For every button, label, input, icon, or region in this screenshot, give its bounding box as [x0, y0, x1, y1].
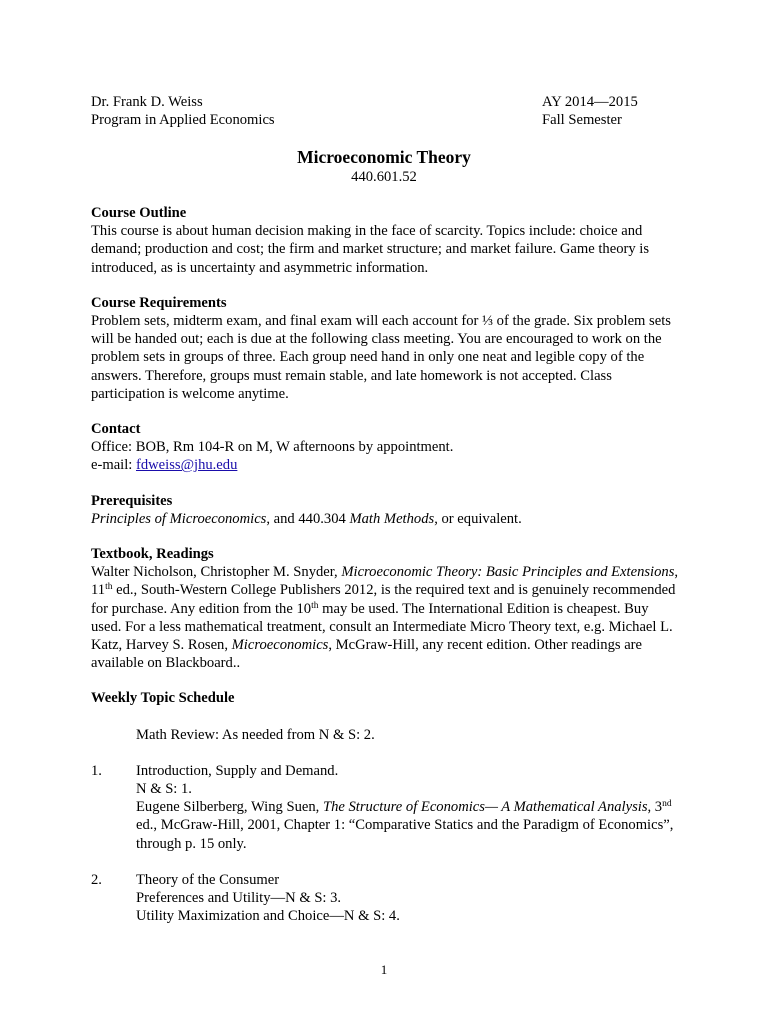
course-requirements-heading: Course Requirements: [91, 294, 227, 311]
schedule-item-topic: Introduction, Supply and Demand.: [136, 762, 339, 779]
schedule-item-reading: Utility Maximization and Choice—N & S: 4.: [136, 908, 400, 925]
email-label: e-mail:: [91, 457, 136, 474]
textbook-sup-1: th: [105, 582, 113, 593]
reference-title: The Structure of Economics— A Mathematical Analysis: [322, 799, 648, 816]
page-number: 1: [380, 962, 388, 977]
reference-sup: nd: [662, 799, 672, 810]
prereq-course-2: Math Methods: [349, 510, 435, 527]
course-outline-section: [91, 204, 681, 277]
program-name: Program in Applied Economics: [91, 112, 275, 129]
course-outline-text: This course is about human decision making in the face of scarcity. Topics include: choice and demand; production and cost; the firm and market structure; and market failure. Game theory is introduced, as is uncertainty and asymmetric information.: [91, 223, 650, 276]
contact-heading: Contact: [91, 421, 141, 438]
textbook-alt-title: Microeconomics: [231, 637, 329, 654]
textbook-part-5: , McGraw-Hill, any recent edition. Other readings are available on Blackboard..: [91, 637, 643, 672]
schedule-item: [91, 871, 681, 926]
textbook-part-3: ed., South-Western College Publishers 2012, is the required text and is genuinely recommended for purchase. Any edition from the 10: [91, 582, 676, 617]
header-left: [91, 93, 275, 129]
course-title: Microeconomic Theory: [297, 147, 471, 167]
textbook-heading: Textbook, Readings: [91, 546, 214, 563]
prereq-course-1: Principles of Microeconomics: [91, 510, 267, 527]
email-link[interactable]: fdweiss@jhu.edu: [135, 457, 238, 474]
course-code: 440.601.52: [351, 169, 417, 185]
textbook-title: Microeconomic Theory: Basic Principles and Extensions: [341, 564, 675, 581]
textbook-sup-2: th: [311, 600, 319, 611]
schedule-item-topic: Theory of the Consumer: [136, 871, 280, 888]
office-hours: Office: BOB, Rm 104-R on M, W afternoons by appointment.: [91, 439, 454, 456]
prerequisites-text: [91, 510, 681, 528]
schedule-item-reading: N & S: 1.: [136, 781, 192, 798]
course-requirements-text: Problem sets, midterm exam, and final exam will each account for ⅓ of the grade. Six problem sets will be handed out; each is due at the following class meeting. You are encouraged to work on the problem sets in groups of three. Each group need hand in only one neat and legible copy of the answers. Therefore, groups must remain stable, and late homework is not accepted. Class participation is welcome anytime.: [91, 313, 671, 402]
instructor-name: Dr. Frank D. Weiss: [91, 94, 203, 110]
schedule-item: [91, 726, 681, 744]
contact-section: [91, 420, 681, 475]
header-right: [542, 93, 638, 129]
textbook-part-4: may be used. The International Edition is cheapest. Buy used. For a less mathematical treatment, consult an Intermediate Micro Theory text, e.g. Michael L. Katz, Harvey S. Rosen,: [91, 600, 673, 654]
schedule-item: [91, 762, 681, 853]
schedule-section: [91, 689, 681, 925]
schedule-heading: Weekly Topic Schedule: [91, 690, 235, 707]
title-block: [0, 146, 768, 186]
textbook-part-1: Walter Nicholson, Christopher M. Snyder,: [91, 564, 342, 581]
textbook-text: [91, 563, 681, 672]
schedule-item-reading: Preferences and Utility—N & S: 3.: [136, 890, 342, 907]
textbook-part-2: , 11: [91, 564, 679, 599]
course-requirements-section: [91, 294, 681, 403]
course-outline-heading: Course Outline: [91, 205, 187, 221]
schedule-item-number: 1.: [91, 762, 102, 779]
reference-authors: Eugene Silberberg, Wing Suen,: [136, 799, 323, 816]
prereq-end: , or equivalent.: [434, 510, 522, 527]
prereq-mid: , and 440.304: [266, 510, 350, 527]
reference-part-c: ed., McGraw-Hill, 2001, Chapter 1: “Comparative Statics and the Paradigm of Economics”, through p. 15 only.: [136, 817, 674, 852]
reference-part-b: , 3: [647, 799, 663, 816]
prerequisites-heading: Prerequisites: [91, 492, 173, 509]
email-line: [91, 456, 681, 474]
syllabus-content: [91, 204, 681, 944]
semester: Fall Semester: [542, 112, 622, 129]
math-review: Math Review: As needed from N & S: 2.: [136, 726, 375, 743]
academic-year: AY 2014—2015: [542, 94, 638, 110]
schedule-item-number: 2.: [91, 871, 102, 888]
prerequisites-section: [91, 492, 681, 528]
schedule-item-reference: [136, 798, 681, 853]
textbook-section: [91, 545, 681, 672]
